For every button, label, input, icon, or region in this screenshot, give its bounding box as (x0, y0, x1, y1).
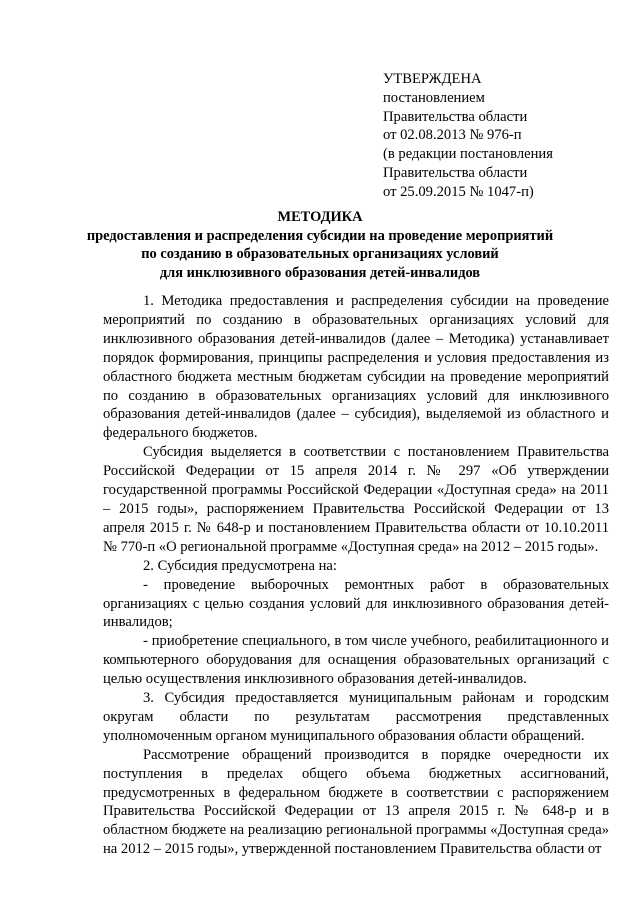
paragraph: 3. Субсидия предоставляется муниципальным районам и городским округам области по результатам рассмотрения представленных уполномоченным органом муниципального образования области обращений. (103, 690, 609, 744)
document-body (103, 292, 609, 859)
paragraph: Рассмотрение обращений производится в порядке очередности их поступления в пределах общего объема бюджетных ассигнований, предусмотренных в федеральном бюджете в соответствии с распоряжением Правительства Российской Федерации от 13 апреля 2015 г. № 648-р и в областном бюджете на реализацию региональной программы «Доступная среда» на 2012 – 2015 годы», утвержденной постановлением Правительства области от (103, 746, 609, 858)
approval-line: от 02.08.2013 № 976-п (383, 127, 522, 144)
paragraph: Субсидия выделяется в соответствии с постановлением Правительства Российской Федерации от 15 апреля 2014 г. № 297 «Об утверждении государственной программы Российской Федерации «Доступная среда» на 2011 – 2015 годы», распоряжением Правительства Российской Федерации от 13 апреля 2015 г. № 648-р и постановлением Правительства области от 10.10.2011 № 770-п «О региональной программе «Доступная среда» на 2012 – 2015 годы». (103, 444, 609, 555)
approval-line: Правительства области (383, 108, 528, 125)
approval-line: от 25.09.2015 № 1047-п) (383, 183, 534, 200)
title-line: по созданию в образовательных организациях условий (141, 246, 499, 262)
approval-line: (в редакции постановления (383, 146, 553, 163)
approval-line: Правительства области (383, 164, 528, 181)
document-title (40, 208, 600, 282)
approval-stamp (383, 70, 623, 202)
approval-line: постановлением (383, 89, 485, 106)
approval-line: УТВЕРЖДЕНА (383, 71, 482, 87)
paragraph: 1. Методика предоставления и распределения субсидии на проведение мероприятий по созданию в образовательных организациях условий для инклюзивного образования детей-инвалидов (далее – Методика) устанавливает порядок формирования, принципы распределения и условия предоставления из областного бюджета местным бюджетам субсидии на проведение мероприятий по созданию в образовательных организациях условий для инклюзивного образования детей-инвалидов (далее – субсидия), выделяемой из областного и федерального бюджетов. (103, 293, 609, 442)
paragraph: - приобретение специального, в том числе учебного, реабилитационного и компьютерного оборудования для оснащения образовательных организаций с целью осуществления инклюзивного образования детей-инвалидов. (103, 633, 609, 688)
title-line: для инклюзивного образования детей-инвалидов (159, 264, 481, 281)
title-heading: МЕТОДИКА (277, 209, 363, 225)
paragraph: 2. Субсидия предусмотрена на: (143, 557, 337, 574)
paragraph: - проведение выборочных ремонтных работ в образовательных организациях с целью создания условий для инклюзивного образования детей-инвалидов; (103, 576, 609, 631)
title-line: предоставления и распределения субсидии на проведение мероприятий (86, 227, 554, 244)
